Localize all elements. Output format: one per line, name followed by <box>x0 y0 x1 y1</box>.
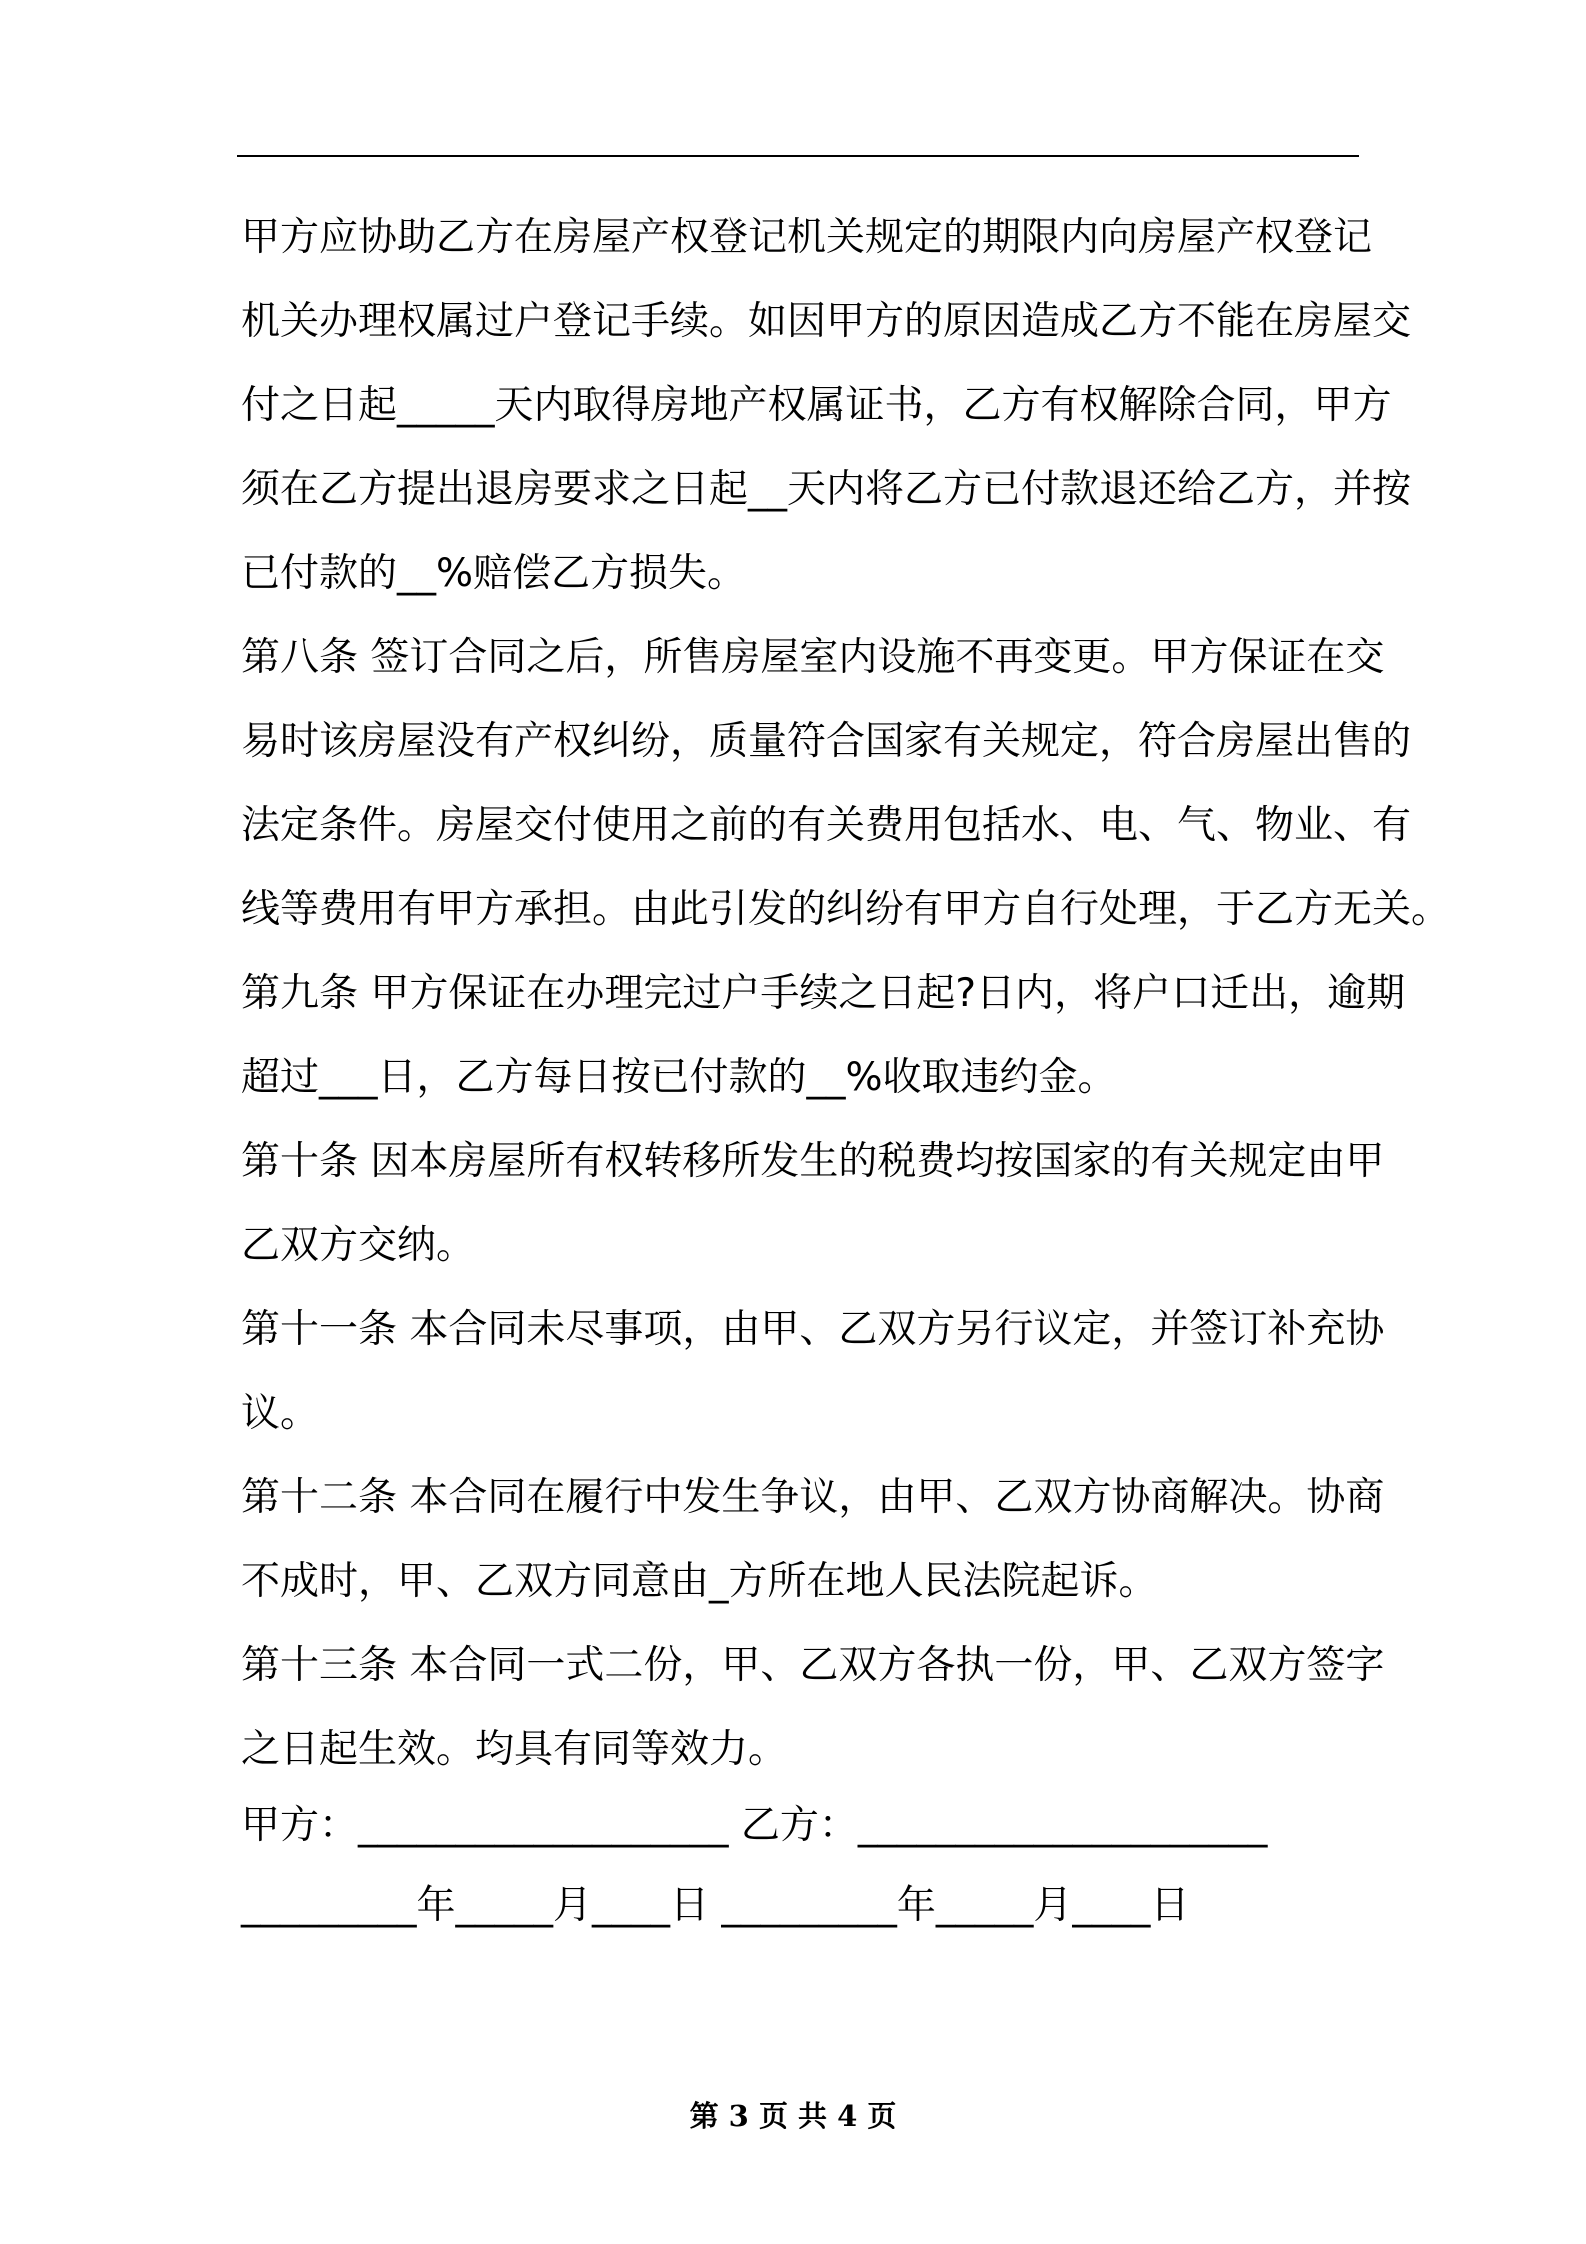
signature-date-line: _________年_____月____日 _________年_____月____日 <box>241 1883 1190 1928</box>
body-line: 须在乙方提出退房要求之日起__天内将乙方已付款退还给乙方，并按 <box>241 467 1412 512</box>
body-line: 乙双方交纳。 <box>241 1223 476 1268</box>
body-line: 议。 <box>241 1391 320 1436</box>
body-line: 易时该房屋没有产权纠纷，质量符合国家有关规定，符合房屋出售的 <box>241 719 1412 764</box>
body-line: 机关办理权属过户登记手续。如因甲方的原因造成乙方不能在房屋交 <box>241 299 1412 344</box>
header-rule <box>237 155 1359 157</box>
article-10-line: 第十条 因本房屋所有权转移所发生的税费均按国家的有关规定由甲 <box>241 1139 1385 1184</box>
signature-block <box>241 1786 1361 1946</box>
body-line: 付之日起_____天内取得房地产权属证书，乙方有权解除合同，甲方 <box>241 383 1392 428</box>
body-line: 不成时，甲、乙双方同意由_方所在地人民法院起诉。 <box>241 1559 1158 1604</box>
page-number-footer: 第 3 页 共 4 页 <box>689 2099 897 2133</box>
body-line: 之日起生效。均具有同等效力。 <box>241 1727 788 1772</box>
body-line: 超过___日，乙方每日按已付款的__%收取违约金。 <box>241 1055 1117 1100</box>
party-signature-line: 甲方：___________________ 乙方：_____________________ <box>241 1803 1268 1848</box>
article-8-line: 第八条 签订合同之后，所售房屋室内设施不再变更。甲方保证在交 <box>241 635 1385 680</box>
article-13-line: 第十三条 本合同一式二份，甲、乙双方各执一份，甲、乙双方签字 <box>241 1643 1385 1688</box>
body-line: 甲方应协助乙方在房屋产权登记机关规定的期限内向房屋产权登记 <box>241 215 1373 260</box>
body-line: 法定条件。房屋交付使用之前的有关费用包括水、电、气、物业、有 <box>241 803 1412 848</box>
article-9-line: 第九条 甲方保证在办理完过户手续之日起?日内，将户口迁出，逾期 <box>241 971 1406 1016</box>
article-12-line: 第十二条 本合同在履行中发生争议，由甲、乙双方协商解决。协商 <box>241 1475 1385 1520</box>
contract-body <box>241 196 1451 1792</box>
body-line: 已付款的__%赔偿乙方损失。 <box>241 551 747 596</box>
article-11-line: 第十一条 本合同未尽事项，由甲、乙双方另行议定，并签订补充协 <box>241 1307 1385 1352</box>
body-line: 线等费用有甲方承担。由此引发的纠纷有甲方自行处理，于乙方无关。 <box>241 887 1451 932</box>
